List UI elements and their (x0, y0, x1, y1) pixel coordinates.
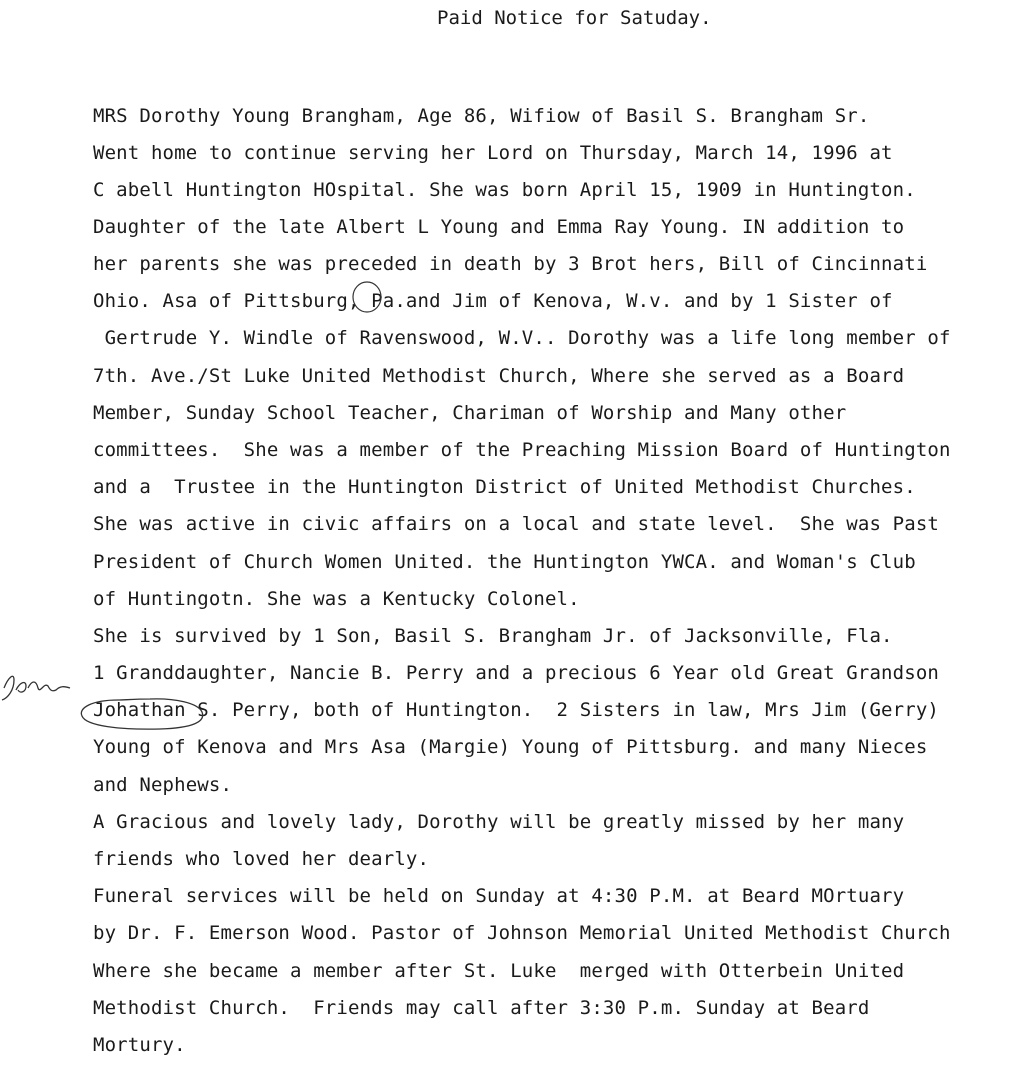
notice-line-16: 1 Granddaughter, Nancie B. Perry and a precious 6 Year old Great Grandson (93, 662, 939, 684)
pittsburg-comma-circle-mark (353, 282, 381, 312)
notice-line-7: Gertrude Y. Windle of Ravenswood, W.V.. Dorothy was a life long member of (93, 327, 951, 349)
notice-line-20: A Gracious and lovely lady, Dorothy will be greatly missed by her many (93, 811, 905, 833)
notice-line-8: 7th. Ave./St Luke United Methodist Church, Where she served as a Board (93, 365, 905, 387)
notice-line-18: Young of Kenova and Mrs Asa (Margie) Young of Pittsburg. and many Nieces (93, 736, 928, 758)
notice-line-15: She is survived by 1 Son, Basil S. Brangham Jr. of Jacksonville, Fla. (93, 625, 893, 647)
notice-line-6: Ohio. Asa of Pittsburg, Pa.and Jim of Kenova, W.v. and by 1 Sister of (93, 290, 893, 312)
margin-handwritten-note (2, 676, 70, 700)
notice-line-1: MRS Dorothy Young Brangham, Age 86, Wifiow of Basil S. Brangham Sr. (93, 105, 870, 127)
notice-heading: Paid Notice for Satuday. (437, 7, 712, 29)
notice-line-9: Member, Sunday School Teacher, Chariman of Worship and Many other (93, 402, 847, 424)
notice-line-24: Where she became a member after St. Luke merged with Otterbein United (93, 960, 905, 982)
notice-line-26: Mortury. (93, 1034, 186, 1056)
notice-line-3: C abell Huntington HOspital. She was born April 15, 1909 in Huntington. (93, 179, 916, 201)
notice-line-21: friends who loved her dearly. (93, 848, 430, 870)
johathan-circle-mark (81, 699, 202, 729)
notice-line-13: President of Church Women United. the Huntington YWCA. and Woman's Club (93, 551, 916, 573)
notice-line-12: She was active in civic affairs on a local and state level. She was Past (93, 513, 939, 535)
notice-line-22: Funeral services will be held on Sunday at 4:30 P.M. at Beard MOrtuary (93, 885, 905, 907)
notice-line-25: Methodist Church. Friends may call after 3:30 P.m. Sunday at Beard (93, 997, 870, 1019)
notice-line-23: by Dr. F. Emerson Wood. Pastor of Johnson Memorial United Methodist Church (93, 922, 951, 944)
notice-line-17: Johathan S. Perry, both of Huntington. 2 Sisters in law, Mrs Jim (Gerry) (93, 699, 939, 721)
notice-line-19: and Nephews. (93, 774, 233, 796)
notice-line-11: and a Trustee in the Huntington District of United Methodist Churches. (93, 476, 916, 498)
notice-line-10: committees. She was a member of the Preaching Mission Board of Huntington (93, 439, 951, 461)
notice-line-4: Daughter of the late Albert L Young and Emma Ray Young. IN addition to (93, 216, 905, 238)
notice-line-14: of Huntingotn. She was a Kentucky Colonel. (93, 588, 580, 610)
notice-line-2: Went home to continue serving her Lord on Thursday, March 14, 1996 at (93, 142, 893, 164)
notice-line-5: her parents she was preceded in death by 3 Brot hers, Bill of Cincinnati (93, 253, 928, 275)
